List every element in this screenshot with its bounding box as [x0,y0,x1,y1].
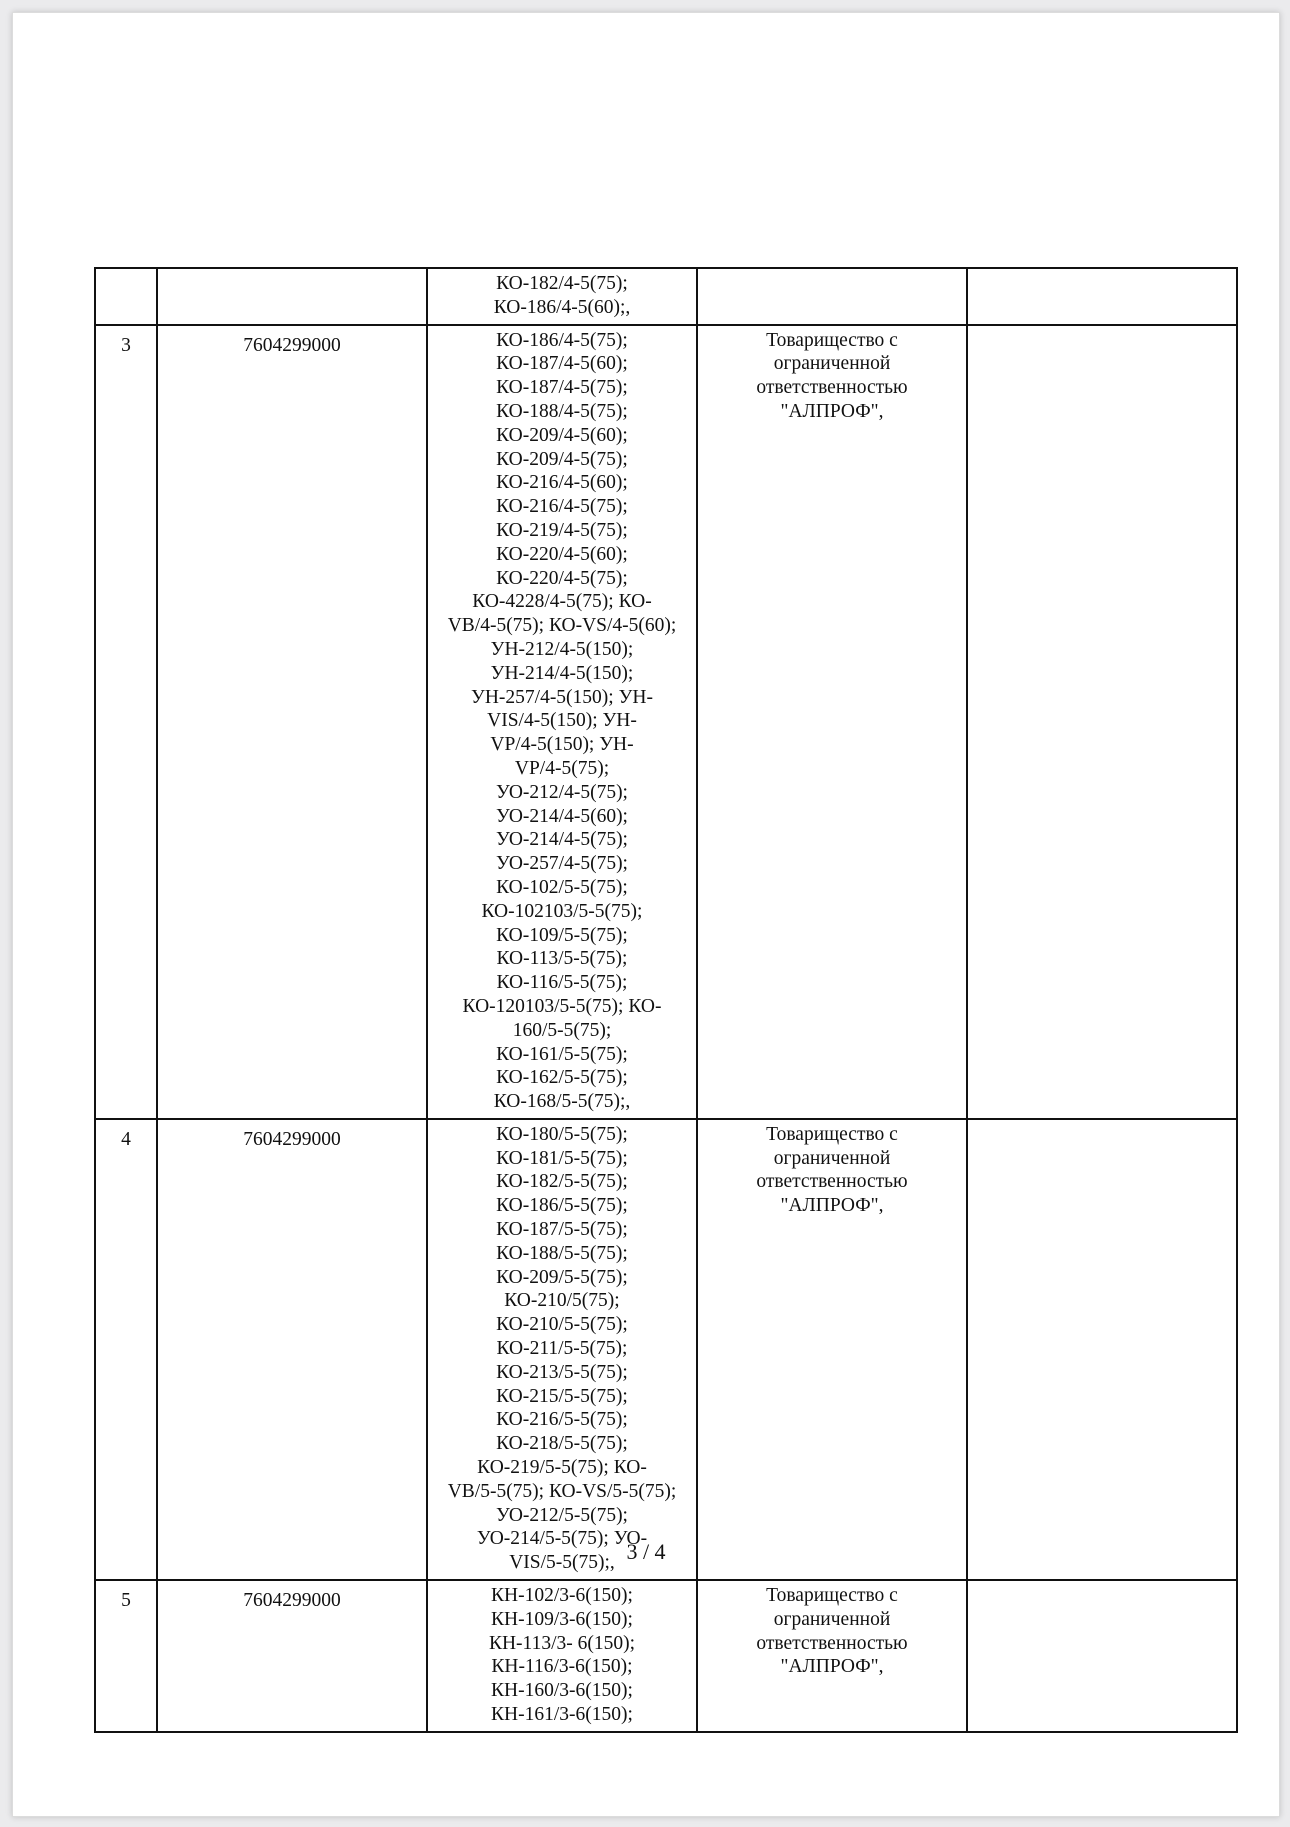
cell-line: ответственностью [756,377,908,399]
cell-line: КО-113/5-5(75); [496,948,628,970]
goods-table [94,267,1238,1733]
notes-cell [967,1580,1237,1732]
cell-line: КО-109/5-5(75); [496,924,628,946]
organization-cell [697,1119,967,1580]
cell-line: КО-186/4-5(75); [496,329,628,351]
notes-cell [967,325,1237,1119]
cell-line: КО-116/5-5(75); [496,972,628,994]
cell-line: КО-182/5-5(75); [496,1171,628,1193]
cell-line: КО-168/5-5(75);, [493,1091,631,1113]
cell-line: УН-212/4-5(150); [490,638,634,660]
organization-cell [697,325,967,1119]
cell-line: КО-188/4-5(75); [496,400,628,422]
cell-line: КН-160/3-6(150); [491,1680,633,1702]
cell-line: КО-161/5-5(75); [496,1043,628,1065]
cell-line: ответственностью [756,1632,908,1654]
cell-line: КН-102/3-6(150); [491,1585,633,1607]
cell-line: КО-102103/5-5(75); [481,900,643,922]
models-cell [427,1580,697,1732]
cell-line: ответственностью [756,1171,908,1193]
cell-line: КО-209/5-5(75); [496,1266,628,1288]
cell-line: ограниченной [773,353,891,375]
cell-line: УН-257/4-5(150); УН- [471,686,653,708]
cell-line: "АЛПРОФ", [780,1195,884,1217]
cell-line: Товарищество с [766,329,898,351]
cell-line: КО-219/5-5(75); КО- [477,1457,647,1479]
models-cell [427,1119,697,1580]
cell-line: КО-187/5-5(75); [496,1219,628,1241]
cell-line: КО-210/5(75); [504,1290,620,1312]
cell-line: КО-162/5-5(75); [496,1067,628,1089]
models-cell [427,325,697,1119]
cell-line: КО-182/4-5(75); [496,273,628,294]
cell-line: КО-187/4-5(75); [496,377,628,399]
cell-line: "АЛПРОФ", [780,1656,884,1678]
cell-line: УН-214/4-5(150); [490,662,634,684]
cell-line: ограниченной [773,1147,891,1169]
cell-line: КО-218/5-5(75); [496,1433,628,1455]
table-row [95,1119,1237,1580]
models-cell [427,268,697,325]
document-page [12,12,1280,1817]
cell-line: УО-214/4-5(75); [496,829,628,851]
cell-line: УО-212/5-5(75); [496,1504,628,1526]
code-cell: 7604299000 [157,1580,427,1732]
cell-line: КО-4228/4-5(75); КО- [472,591,652,613]
cell-line: Товарищество с [766,1585,898,1607]
cell-line: 160/5-5(75); [512,1019,612,1041]
cell-line: КО-216/5-5(75); [496,1409,628,1431]
cell-line: VIS/5-5(75);, [509,1552,615,1574]
cell-line: Товарищество с [766,1123,898,1145]
cell-line: КО-188/5-5(75); [496,1242,628,1264]
cell-line: КО-209/4-5(75); [496,448,628,470]
cell-line: КО-187/4-5(60); [496,353,628,375]
cell-line: КО-211/5-5(75); [496,1338,628,1360]
cell-line: VP/4-5(150); УН- [490,734,634,756]
cell-line: VIS/4-5(150); УН- [487,710,637,732]
cell-line: КО-209/4-5(60); [496,424,628,446]
cell-line: КО-220/4-5(60); [496,543,628,565]
table-row [95,325,1237,1119]
cell-line: VB/4-5(75); КО-VS/4-5(60); [447,615,677,637]
cell-line: КО-180/5-5(75); [496,1123,628,1145]
organization-cell [697,1580,967,1732]
row-number-cell: 5 [95,1580,157,1732]
cell-line: "АЛПРОФ", [780,400,884,422]
cell-line: КО-186/4-5(60);, [493,296,631,318]
cell-line: КО-102/5-5(75); [496,876,628,898]
cell-line: КО-216/4-5(75); [496,496,628,518]
cell-line: КО-216/4-5(60); [496,472,628,494]
row-number-cell: 4 [95,1119,157,1580]
cell-line: УО-257/4-5(75); [496,853,628,875]
cell-line: КН-113/3- 6(150); [488,1632,636,1654]
cell-line: КН-116/3-6(150); [491,1656,633,1678]
table-row [95,1580,1237,1732]
table-row [95,268,1237,325]
page-indicator: 3 / 4 [626,1539,666,1564]
cell-line: УО-212/4-5(75); [496,781,628,803]
cell-line: УО-214/5-5(75); УО- [476,1528,648,1550]
code-cell: 7604299000 [157,325,427,1119]
cell-line: ограниченной [773,1608,891,1630]
cell-line: КО-210/5-5(75); [496,1314,628,1336]
cell-line: КН-109/3-6(150); [491,1608,633,1630]
cell-line: КО-213/5-5(75); [496,1361,628,1383]
cell-line: КО-120103/5-5(75); КО- [462,995,662,1017]
cell-line: КН-161/3-6(150); [491,1704,633,1726]
code-cell [157,268,427,325]
cell-line: КО-186/5-5(75); [496,1195,628,1217]
cell-line: КО-220/4-5(75); [496,567,628,589]
cell-line: УО-214/4-5(60); [496,805,628,827]
row-number-cell: 3 [95,325,157,1119]
cell-line: VB/5-5(75); КО-VS/5-5(75); [447,1480,677,1502]
notes-cell [967,268,1237,325]
cell-line: КО-219/4-5(75); [496,519,628,541]
row-number-cell [95,268,157,325]
cell-line: КО-181/5-5(75); [496,1147,628,1169]
notes-cell [967,1119,1237,1580]
cell-line: VP/4-5(75); [514,757,610,779]
organization-cell [697,268,967,325]
code-cell: 7604299000 [157,1119,427,1580]
cell-line: КО-215/5-5(75); [496,1385,628,1407]
